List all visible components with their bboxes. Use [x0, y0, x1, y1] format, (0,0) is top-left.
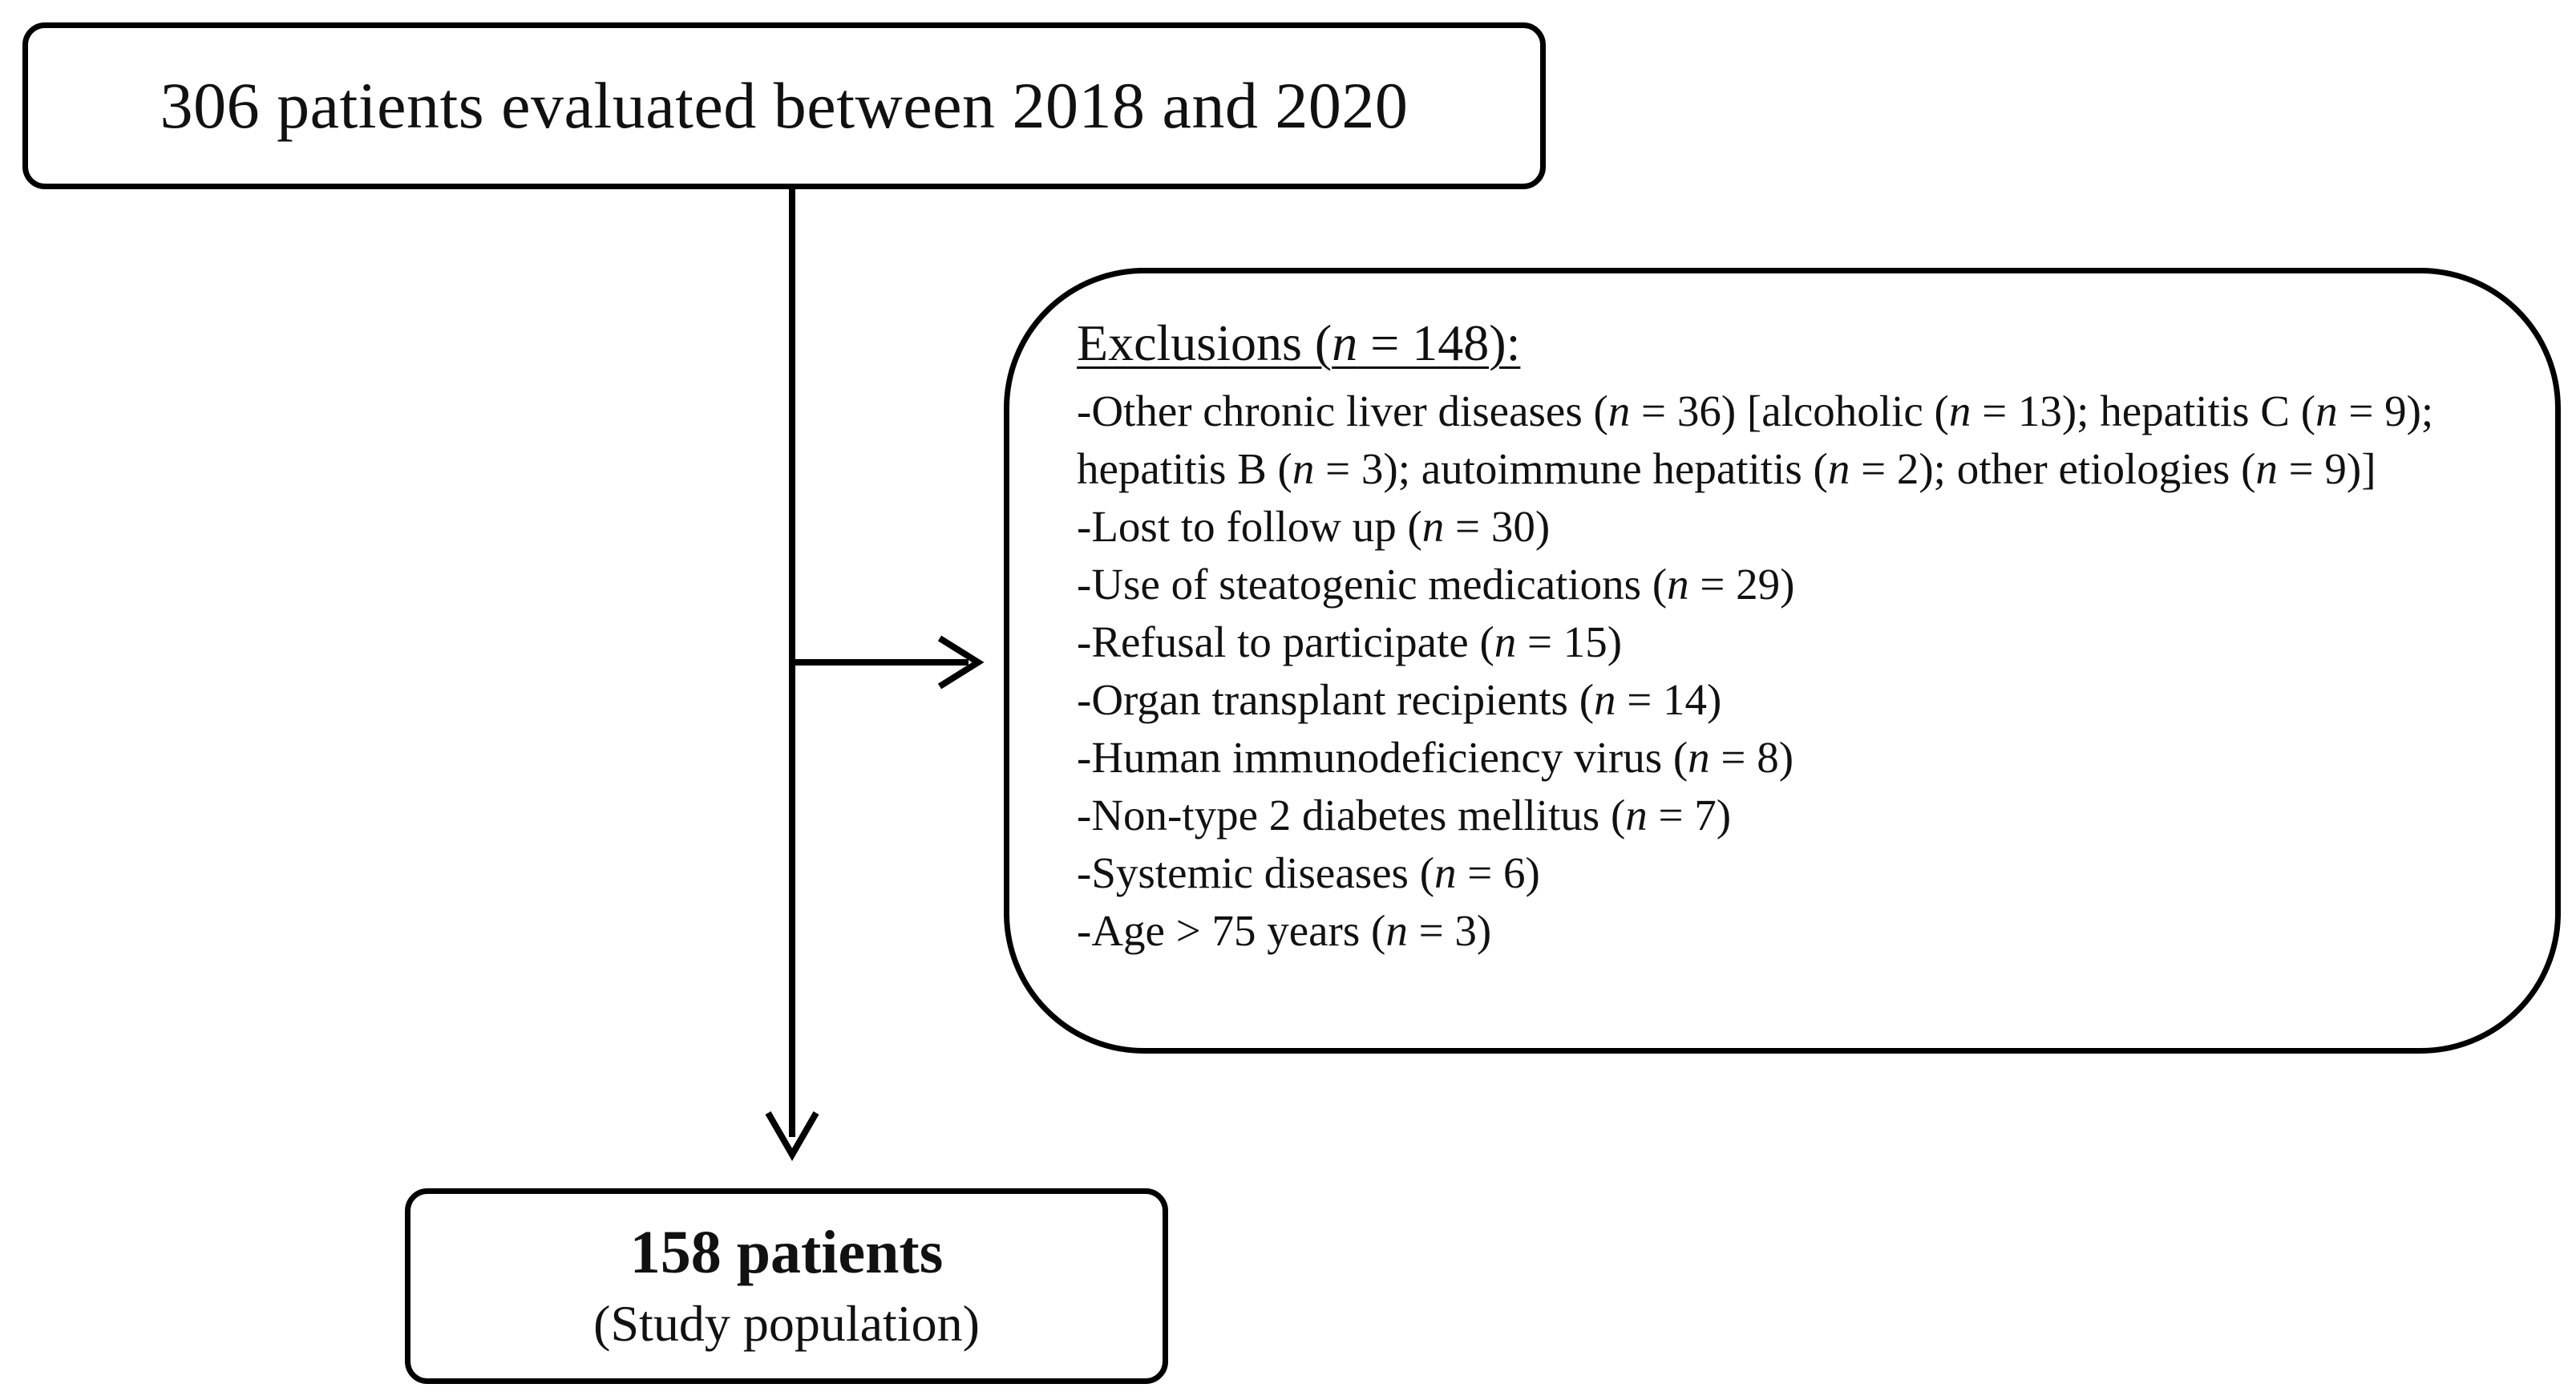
exclusion-item-n: n	[2255, 444, 2278, 493]
exclusions-heading-prefix: Exclusions (	[1077, 314, 1332, 371]
exclusions-heading	[1077, 314, 2507, 373]
exclusion-item-text: -Systemic diseases (	[1077, 848, 1435, 897]
exclusion-item-n: n	[1434, 848, 1457, 897]
exclusion-item	[1077, 382, 2507, 498]
exclusion-item-text: = 2); other etiologies (	[1850, 444, 2256, 493]
exclusion-item-text: = 15)	[1516, 617, 1623, 666]
exclusion-item-n: n	[1625, 791, 1648, 840]
exclusion-item	[1077, 613, 2507, 671]
exclusions-heading-suffix: = 148):	[1357, 314, 1521, 371]
exclusion-item-text: -Use of steatogenic medications (	[1077, 560, 1668, 609]
exclusion-item-n: n	[1494, 617, 1517, 666]
result-label: (Study population)	[593, 1295, 980, 1352]
exclusion-item-text: = 3); autoimmune hepatitis (	[1314, 444, 1828, 493]
exclusion-item-text: = 36) [alcoholic (	[1630, 386, 1949, 435]
exclusion-item-text: = 9)]	[2277, 444, 2376, 493]
exclusion-item-n: n	[1594, 675, 1616, 724]
exclusion-item-text: -Human immunodeficiency virus (	[1077, 733, 1688, 782]
start-box	[22, 22, 1546, 189]
start-text: 306 patients evaluated between 2018 and 2020	[160, 69, 1409, 142]
exclusion-item-text: = 13); hepatitis C (	[1971, 386, 2316, 435]
result-box	[405, 1188, 1168, 1384]
exclusion-item	[1077, 729, 2507, 787]
exclusion-item-n: n	[1667, 560, 1689, 609]
exclusion-item	[1077, 844, 2507, 902]
exclusions-box	[1004, 268, 2561, 1054]
exclusion-item-text: -Age > 75 years (	[1077, 906, 1386, 955]
exclusion-item-text: -Lost to follow up (	[1077, 502, 1422, 551]
exclusion-item-text: -Organ transplant recipients (	[1077, 675, 1595, 724]
exclusion-item-n: n	[1385, 906, 1408, 955]
exclusion-item-n: n	[2315, 386, 2338, 435]
exclusion-item-text: = 7)	[1647, 791, 1732, 840]
exclusion-item-n: n	[1948, 386, 1971, 435]
exclusion-item	[1077, 671, 2507, 729]
exclusion-item	[1077, 902, 2507, 960]
exclusion-item-text: = 9); hepatitis B (	[1077, 386, 2434, 493]
exclusion-item	[1077, 498, 2507, 556]
exclusion-item-text: = 14)	[1616, 675, 1722, 724]
exclusion-item-text: = 30)	[1444, 502, 1551, 551]
exclusion-item-text: = 29)	[1688, 560, 1795, 609]
exclusions-heading-n: n	[1332, 314, 1358, 371]
exclusion-item-n: n	[1827, 444, 1850, 493]
exclusion-item-text: -Non-type 2 diabetes mellitus (	[1077, 791, 1626, 840]
exclusion-item-n: n	[1292, 444, 1315, 493]
exclusion-item-n: n	[1688, 733, 1710, 782]
exclusion-item	[1077, 556, 2507, 613]
exclusion-item	[1077, 787, 2507, 844]
exclusion-item-n: n	[1421, 502, 1445, 551]
result-count: 158 patients	[629, 1219, 944, 1286]
exclusion-item-text: = 3)	[1407, 906, 1492, 955]
exclusion-item-n: n	[1607, 386, 1631, 435]
exclusion-item-text: = 6)	[1456, 848, 1540, 897]
exclusion-item-text: -Other chronic liver diseases (	[1077, 386, 1608, 435]
exclusion-item-text: = 8)	[1709, 733, 1794, 782]
exclusion-item-text: -Refusal to participate (	[1077, 617, 1494, 666]
